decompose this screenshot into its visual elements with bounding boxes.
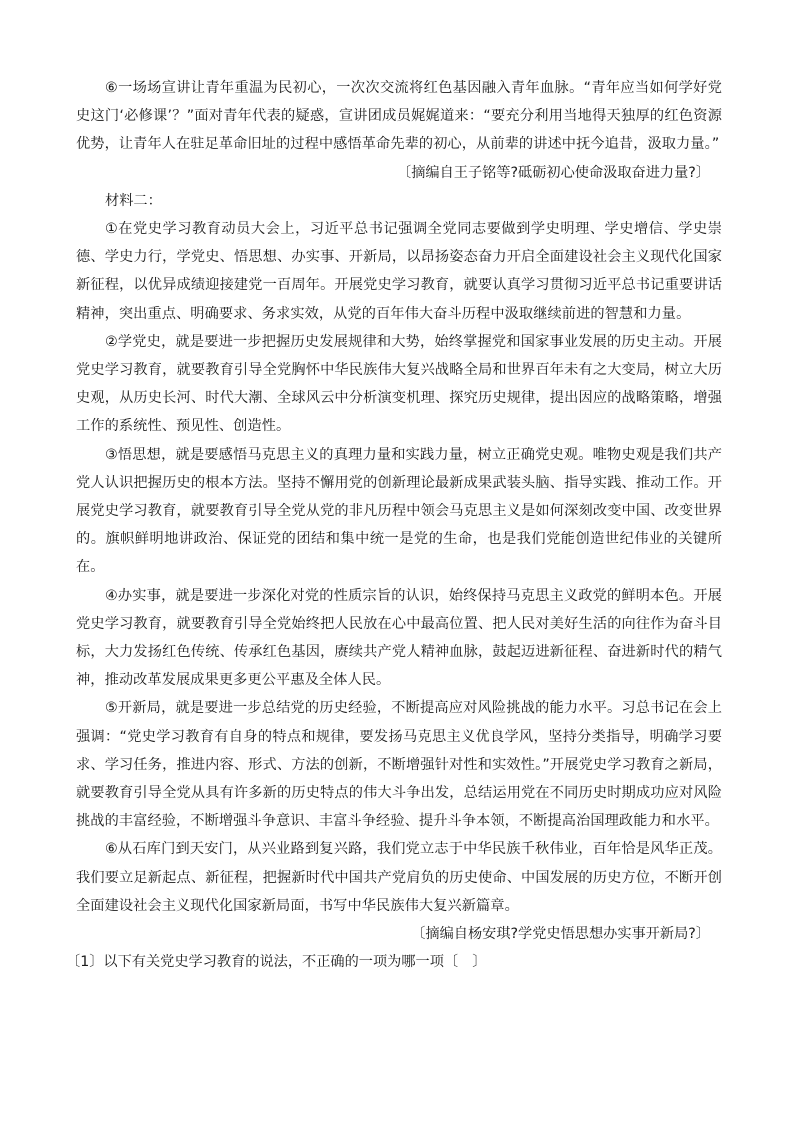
question-1: 〔1〕以下有关党史学习教育的说法，不正确的一项为哪一项〔 〕 — [66, 954, 487, 971]
material2-paragraph-6: ⑥从石库门到天安门，从兴业路到复兴路，我们党立志于中华民族千秋伟业，百年恰是风华正茂。我们要立足新起点、新征程，把握新时代中国共产党肩负的历史使命、中国发展的历史方位，不断开创全面建设社会主义现代化国家新局面，书写中华民族伟大复兴新篇章。 — [76, 841, 722, 914]
material2-heading: 材料二： — [105, 192, 162, 209]
material1-paragraph-6: ⑥一场场宣讲让青年重温为民初心，一次次交流将红色基因融入青年血脉。“青年应当如何学好党史这门‘必修课’？”面对青年代表的疑惑，宣讲团成员娓娓道来：“要充分利用当地得天独厚的红色资源优势，让青年人在驻足革命旧址的过程中感悟革命先辈的初心，从前辈的讲述中抚今追昔，汲取力量。” — [76, 80, 722, 153]
source-citation-1: 〔摘编自王子铭等?砥砺初心使命汲取奋进力量?〕 — [397, 164, 710, 181]
document-page — [66, 74, 722, 977]
material2-paragraph-1: ①在党史学习教育动员大会上，习近平总书记强调全党同志要做到学史明理、学史增信、学史崇德、学史力行，学党史、悟思想、办实事、开新局，以昂扬姿态奋力开启全面建设社会主义现代化国家新征程，以优异成绩迎接建党一百周年。开展党史学习教育，就要认真学习贯彻习近平总书记重要讲话精神，突出重点、明确要求、务求实效，从党的百年伟大奋斗历程中汲取继续前进的智慧和力量。 — [76, 221, 722, 322]
material2-paragraph-5: ⑤开新局，就是要进一步总结党的历史经验，不断提高应对风险挑战的能力水平。习总书记在会上强调：“党史学习教育有自身的特点和规律，要发扬马克思主义优良学风，坚持分类指导，明确学习要求、学习任务，推进内容、形式、方法的创新，不断增强针对性和实效性。”开展党史学习教育之新局，就要教育引导全党从具有许多新的历史特点的伟大斗争出发，总结运用党在不同历史时期成功应对风险挑战的丰富经验，不断增强斗争意识、丰富斗争经验、提升斗争本领，不断提高治国理政能力和水平。 — [76, 700, 722, 830]
material2-paragraph-3: ③悟思想，就是要感悟马克思主义的真理力量和实践力量，树立正确党史观。唯物史观是我们共产党人认识把握历史的根本方法。坚持不懈用党的创新理论最新成果武装头脑、指导实践、推动工作。开展党史学习教育，就要教育引导全党从党的非凡历程中领会马克思主义是如何深刻改变中国、改变世界的。旗帜鲜明地讲政治、保证党的团结和集中统一是党的生命，也是我们党能创造世纪伟业的关键所在。 — [76, 446, 722, 576]
material2-paragraph-2: ②学党史，就是要进一步把握历史发展规律和大势，始终掌握党和国家事业发展的历史主动。开展党史学习教育，就要教育引导全党胸怀中华民族伟大复兴战略全局和世界百年未有之大变局，树立大历史观，从历史长河、时代大潮、全球风云中分析演变机理、探究历史规律，提出因应的战略策略，增强工作的系统性、预见性、创造性。 — [76, 333, 722, 435]
source-citation-2: 〔摘编自杨安琪?学党史悟思想办实事开新局?〕 — [411, 926, 710, 943]
material2-paragraph-4: ④办实事，就是要进一步深化对党的性质宗旨的认识，始终保持马克思主义政党的鲜明本色。开展党史学习教育，就要教育引导全党始终把人民放在心中最高位置、把人民对美好生活的向往作为奋斗目标，大力发扬红色传统、传承红色基因，赓续共产党人精神血脉，鼓起迈进新征程、奋进新时代的精气神，推动改革发展成果更多更公平惠及全体人民。 — [76, 587, 722, 689]
